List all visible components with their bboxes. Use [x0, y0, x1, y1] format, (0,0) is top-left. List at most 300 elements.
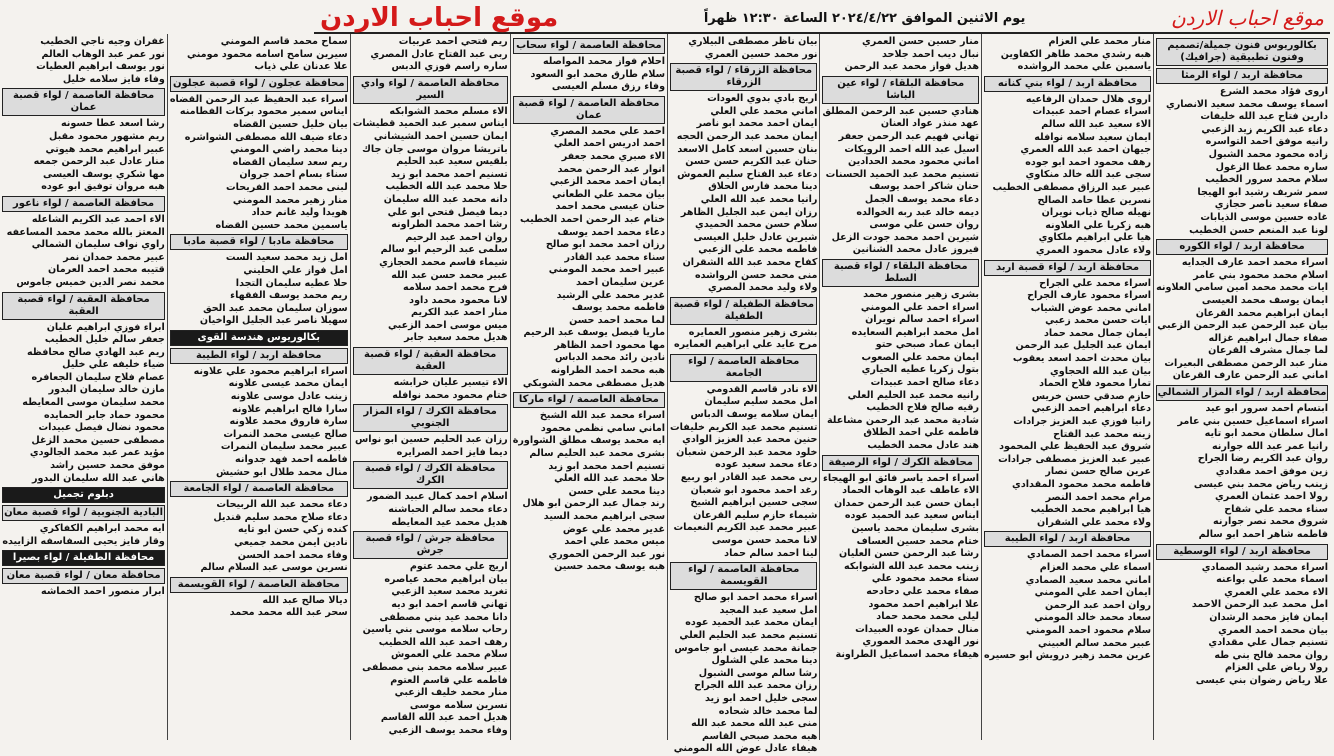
name-entry: شيماء قاسم محمد الحجازي — [379, 256, 508, 268]
name-entry: زينب عادل موسى علاونه — [230, 391, 348, 403]
name-entry: عبير محمد حمدان نمر — [63, 251, 165, 263]
name-entry: بيان عبد الرحمن عبد الرحمن الزعبي — [1157, 320, 1328, 332]
name-entry: روان عبد الكريم رضا الجراح — [1197, 453, 1328, 465]
name-entry: صفاء سعيد ناصر حجازي — [1214, 199, 1328, 211]
name-entry: رشا عبد الرحمن حسن العليان — [838, 548, 979, 560]
section-title: محافظة البلقاء / لواء قصبة السلط — [822, 259, 979, 287]
name-entry: احلام فواز محمد المواصله — [542, 56, 666, 67]
name-entry: هبه مروان توفيق ابو عوده — [41, 181, 165, 193]
column-3 — [819, 34, 981, 740]
name-entry: دانه محمد عبد الله سليمان — [383, 193, 508, 205]
name-entry: دعاء ضيف الله مصطفى الشواشره — [184, 131, 348, 143]
name-entry: زينب رياض محمد بني عيسى — [1193, 478, 1328, 490]
name-entry: منار حسين حسن العمري — [861, 36, 979, 47]
name-entry: نهيله صالح ذياب نويران — [1041, 207, 1152, 219]
name-entry: ايمان عبد الجليل عبد الرحمن — [1015, 340, 1152, 352]
section-title: البادية الجنوبية / لواء قصبة معان — [2, 505, 165, 521]
name-entry: زينب محمد عبد الله الشوابكه — [844, 560, 979, 572]
name-entry: رانيه موفق احمد التواسره — [1205, 136, 1328, 148]
header-date-line: يوم الاثنين الموافق ٢٠٢٤/٤/٢٢ الساعة ١٢:٣٠ ظهراً — [703, 10, 1026, 26]
section-title: محافظة العقبة / لواء قصبة العقبة — [2, 292, 165, 320]
name-entry: عبير سلامه محمد بني مصطفى — [362, 661, 508, 673]
name-entry: ايمان احمد محمد ابو ناصر — [696, 118, 818, 130]
name-entry: دينا محمد فارس الحلاق — [708, 181, 818, 193]
name-entry: سناء محمد عبد القادر — [564, 251, 666, 263]
name-entry: ديما فيصل فتحي ابو علي — [387, 206, 508, 218]
name-entry: الاء نادر قاسم القدومي — [706, 383, 818, 395]
section-title: محافظة العاصمة / لواء القويسمة — [170, 577, 348, 593]
name-entry: ايمان حسن عبد الرحمن حمدان — [834, 497, 979, 509]
name-entry: رولا رياض علي العزام — [1224, 662, 1328, 674]
name-entry: خلود محمد عبد الرحمن شعبان — [676, 446, 818, 458]
name-entry: روان احمد عبد الرحيم — [405, 231, 508, 243]
name-entry: ايه محمد يوسف مطلق الشواورة — [512, 435, 666, 447]
name-entry: نور محمد حسين العمري — [704, 48, 818, 60]
name-entry: سوزان سليمان محمد عبد الحق — [203, 302, 348, 314]
name-entry: ايه محمد ابراهيم الكفاكري — [39, 523, 165, 535]
name-entry: غفران وجيه ناجي الخطيب — [40, 36, 165, 47]
section-title: محافظة الكرك / لواء قصبة الكرك — [353, 461, 508, 489]
section-title: محافظة العاصمة / لواء الجامعة — [170, 481, 348, 497]
name-entry: بيان محدث احمد اسعد يعقوب — [1012, 353, 1152, 365]
column-8 — [0, 34, 167, 740]
name-entry: مرام محمد احمد النصر — [1045, 491, 1152, 503]
name-entry: ديالا صالح عبد الله — [262, 594, 348, 606]
name-entry: مها شكري يوسف العيسى — [42, 168, 165, 180]
column-2 — [981, 34, 1153, 740]
name-entry: تسنيم محمد عبد الحليم العلي — [679, 629, 818, 641]
section-title: محافظة الكرك / لواء الرصيفة — [822, 455, 979, 471]
column-4 — [667, 34, 819, 755]
name-entry: اريج علي محمد عتوم — [409, 561, 508, 573]
name-entry: سجى خليل احمد ابو زيد — [704, 692, 818, 704]
name-entry: فاطمه محمد محمود المقدادي — [1012, 479, 1152, 490]
section-title: محافظة العاصمة / لواء ناعور — [2, 196, 165, 212]
name-entry: تسنيم جمال علي مقدادي — [1208, 637, 1328, 649]
name-entry: ايمان ابراهيم محمد القرعان — [1195, 307, 1328, 319]
name-entry: دعاء محمد احمد يوسف — [557, 226, 666, 238]
name-entry: هبه محمد صبحي القاسم — [702, 730, 818, 742]
name-entry: منار محمد علي العزام — [1048, 36, 1152, 47]
name-entry: اماني عبد الرحمن عارف القرعان — [1172, 370, 1328, 382]
name-entry: عبير محمد عبد الكريم النعيمات — [673, 522, 818, 534]
name-entry: سارة فاروق محمد علاونه — [229, 416, 348, 428]
name-entry: شروق محمد نصر جوارنه — [1213, 516, 1328, 528]
name-entry: ساره محمد عطا الزغول — [1215, 161, 1328, 173]
name-entry: سناء محمد محمود علي — [871, 573, 979, 585]
name-entry: امل فواز علي الحليني — [243, 264, 348, 276]
name-entry: سجى ابراهيم محمد السيد — [543, 511, 666, 522]
name-entry: بشرى زهير منصور العمايره — [688, 326, 818, 338]
name-entry: رانيه محمد عبد الحليم العلي — [847, 389, 979, 401]
name-entry: هيا علي ابراهيم ملكاوي — [1038, 232, 1152, 244]
name-entry: تسنيم محمد عبد الكريم خليفات — [670, 421, 818, 433]
name-entry: ليلى محمد محمد حماد — [876, 611, 979, 623]
name-entry: ايناس سمير محمود بركات الفطامنه — [179, 106, 348, 118]
name-entry: عبير محمد سالم العبيني — [1037, 637, 1152, 649]
name-entry: فاطمه علي قاسم العتوم — [390, 674, 508, 686]
name-entry: انوار عبد الرحمن محمد — [557, 163, 666, 175]
name-entry: اروى هلال حمدان الرفاعيه — [1025, 93, 1152, 105]
name-entry: احمد ادريس احمد العلي — [553, 138, 666, 150]
name-entry: دعاء صلاح محمد سليم قنديل — [213, 511, 348, 523]
name-entry: ايمان محمد عيسى علاونه — [228, 378, 348, 390]
name-entry: هويدا وليد غانم حداد — [251, 207, 348, 219]
name-entry: مها محمود احمد الظاهر — [554, 339, 666, 351]
name-entry: مرح عايد علي ابراهيم العمايره — [673, 339, 818, 351]
name-entry: امل محمد عبد الرحمن الاحمد — [1191, 599, 1328, 611]
name-entry: سجى حسين ابراهيم الشيخ — [690, 497, 818, 509]
section-title: محافظة عجلون / لواء قصبة عجلون — [170, 76, 348, 92]
name-entry: بشرى محمد عبد الحليم سالم — [529, 448, 666, 460]
name-entry: ايمان احمد محمد الزعبي — [549, 176, 666, 188]
columns-grid — [2, 34, 1330, 755]
header — [314, 4, 1330, 34]
name-entry: منى محمد حسن الرواشده — [694, 269, 818, 281]
name-entry: ابراء فوزي ابراهيم عليان — [46, 321, 165, 333]
name-entry: ختام محمد حسين العساف — [856, 535, 979, 547]
name-entry: سلام طارق محمد ابو السعود — [530, 68, 666, 80]
name-entry: دانا محمد عيد بني مصطفى — [379, 611, 508, 623]
name-entry: ولاء وليد محمد المصري — [708, 282, 818, 294]
name-entry: رغد احمد محمود ابو شعبان — [690, 484, 818, 496]
name-entry: تغريد محمد سعيد الزعبي — [391, 586, 508, 598]
name-entry: منار زهير محمد المومني — [232, 194, 348, 206]
name-entry: هنادي حسين عبد الرحمن المطلق — [822, 105, 979, 117]
name-entry: علا ابراهيم احمد محمود — [868, 598, 979, 610]
name-entry: سعاد محمد خالد المومني — [1034, 612, 1152, 624]
name-entry: ايمان جمال محمد حماد — [1043, 327, 1152, 339]
name-entry: لينا احمد سالم حماد — [724, 547, 818, 559]
name-entry: ايمان عماد صبحي حتو — [875, 339, 979, 351]
name-entry: محمود حماد جابر الحمايده — [43, 409, 165, 421]
name-entry: سناء بسام احمد جروان — [239, 169, 348, 181]
name-entry: قتيبه محمد احمد العرمان — [47, 264, 165, 276]
name-entry: منى عبد الله محمد عبد الله — [691, 718, 818, 730]
name-entry: صفاء محمد علي دحادحه — [866, 585, 979, 597]
name-entry: وقار فايز يحيى السفاسفه الزاييده — [2, 535, 165, 547]
column-6 — [350, 34, 510, 740]
name-entry: فاطمه احمد فهد جدوانه — [235, 454, 348, 466]
name-entry: غدير محمد علي عوض — [562, 523, 666, 535]
section-title: محافظة اربد / لواء الرمثا — [1156, 68, 1328, 84]
name-entry: منار احمد عبد الكريم — [410, 307, 508, 319]
name-entry: نادين ايمن محمد جميعي — [234, 537, 348, 548]
name-entry: ايمان سلامه يوسف الدباس — [690, 409, 818, 421]
section-title: محافظة اربد / لواء الطيبة — [984, 531, 1151, 547]
name-entry: ميس موسى احمد الزعبي — [387, 319, 508, 331]
name-entry: رحاب سلامه موسى بني ياسين — [362, 624, 508, 636]
section-title: محافظة الزرقاء / لواء قصبة الزرقاء — [670, 63, 817, 91]
name-entry: مازن خالد سليمان البدور — [48, 384, 165, 396]
name-entry: عبير محمد حسن عبد الله — [391, 269, 508, 281]
name-entry: وفاء محمد احمد الحسن — [237, 549, 348, 561]
section-title: دبلوم تجميل — [2, 487, 165, 503]
section-title: محافظة اربد / لواء قصبة اربد — [984, 260, 1151, 276]
name-entry: لما محمد خالد شحاده — [718, 705, 818, 717]
name-entry: ريم مشهور محمود مقبل — [49, 130, 165, 142]
name-entry: ابرار منصور احمد الخماشه — [41, 586, 165, 598]
name-entry: بتول زكريا عطيه الحياري — [861, 364, 979, 376]
name-entry: زينه محمد عبد الفتاح — [1053, 428, 1152, 440]
name-entry: هبه يوسف محمد حسين — [554, 561, 666, 573]
name-entry: فاطمه علي احمد الطلاق — [863, 427, 979, 439]
name-entry: رزان محمد عبد الله الجراح — [694, 680, 818, 692]
section-title: محافظة العاصمة / لواء قصبة عمان — [513, 96, 665, 124]
name-entry: اسلام احمد كمال عبيد الضمور — [366, 491, 508, 503]
name-entry: دينا محمد علي حسن — [568, 485, 666, 497]
name-entry: اسراء اسماعيل حسين بني عامر — [1177, 415, 1328, 427]
name-entry: هبه زكريا علي العلاونه — [1045, 219, 1152, 231]
name-entry: شيماء حازم سليم القرعان — [693, 509, 818, 521]
name-entry: نور عمر عبد الوهاب العالم — [41, 48, 165, 60]
name-entry: سماح محمد قاسم المومني — [220, 36, 348, 47]
name-entry: ايناس سمير عبد الحميد قطيشات — [352, 118, 508, 130]
name-entry: الاء عاطف عبد الوهاب الحماد — [842, 485, 979, 497]
name-entry: اسراء احمد علي المومني — [860, 301, 979, 313]
name-entry: ميس محمد علي احمد — [564, 536, 666, 548]
name-entry: تمارا محمود فلاح الحماد — [1039, 378, 1152, 390]
section-title: محافظة البلقاء / لواء عين الباشا — [822, 76, 979, 104]
name-entry: رشا احمد محمد الطراونه — [391, 219, 508, 231]
name-entry: اسراء احمد ياسر فائق ابو الهيجاء — [823, 472, 979, 484]
name-entry: وفاء محمد يوسف الزعبي — [388, 724, 508, 736]
name-entry: تسنيم احمد محمد ابو زيد — [391, 168, 508, 180]
name-entry: غدير محمد علي الرشيد — [556, 289, 666, 301]
name-entry: رزان احمد محمد ابو صالح — [545, 239, 666, 251]
name-entry: ابتسام احمد سرور ابو عيد — [1205, 403, 1328, 415]
name-entry: اسراء محمود عارف الجراح — [1027, 290, 1152, 302]
name-entry: سناء محمد علي شقاح — [1224, 503, 1328, 515]
name-entry: عبير عبد العزيز مصطفى جرادات — [998, 453, 1152, 465]
name-entry: سلام حسن محمد الحميدي — [695, 219, 818, 231]
name-entry: منار عادل عبد الرحمن جمعه — [33, 156, 165, 168]
name-entry: حلا محمد عبد الله الخطيب — [385, 181, 508, 193]
name-entry: ماريا فيصل يوسف عبد الرحيم — [523, 327, 666, 339]
name-entry: فاطمه شاهر احمد ابو سالم — [1198, 529, 1328, 540]
name-entry: فرح محمد احمد سلامه — [403, 282, 508, 294]
column-5 — [510, 34, 667, 740]
name-entry: حلا محمد عبد الله العلي — [554, 473, 666, 485]
name-entry: الاء سعيد عبد الله سالم — [1041, 118, 1152, 130]
name-entry: راوي نواف سليمان الشمالي — [31, 239, 165, 251]
name-entry: دينا محمد راضي المومني — [230, 144, 348, 156]
name-entry: ايمان احمد علي المومني — [1034, 587, 1152, 599]
name-entry: رانيا محمد عبد الله العلي — [700, 193, 818, 205]
header-logo: موقع احباب الاردن — [1170, 6, 1324, 30]
name-entry: ايمان محمد علي الصعوب — [861, 351, 979, 363]
name-entry: هديل احمد عبد الله القاسم — [380, 712, 508, 724]
name-entry: منال حمدان عوده العبيدات — [855, 623, 979, 635]
name-entry: بيان خليل حسين القضاه — [233, 118, 348, 130]
name-entry: بشرى زهير منصور محمد — [863, 288, 979, 300]
name-entry: نسرين سلامه موسى — [409, 699, 508, 711]
name-entry: فاطمه محمد يوسف — [571, 302, 666, 314]
name-entry: روان محمد فالح بني طه — [1214, 649, 1328, 661]
name-entry: محمود نضال فيصل عبيدات — [38, 422, 165, 434]
name-entry: ريم فتحي احمد عربيات — [398, 36, 508, 47]
name-entry: روان حسن علي موسى — [869, 219, 979, 231]
name-entry: اسماء علي محمد العزام — [1039, 561, 1152, 573]
name-entry: هند عادل محمد الخطيب — [867, 440, 979, 452]
name-entry: امال سلطان محمد ابو تايه — [1204, 428, 1328, 440]
name-entry: امل محمد سليم سليمان — [704, 396, 818, 408]
name-entry: اسراء محمد احمد ابو صالح — [693, 592, 818, 604]
name-entry: دعاء محمد يوسف الجمل — [864, 193, 979, 205]
name-entry: اسراء محمد احمد عارف الجدايه — [1181, 257, 1328, 269]
name-entry: منار محمد خليف الزعبي — [394, 687, 508, 699]
name-entry: تهاني فهيم عبد الرحمن جعفر — [838, 130, 979, 142]
section-title: محافظة الكرك / لواء المزار الجنوبي — [353, 404, 508, 432]
name-entry: الاء تيسير عليان خرابشه — [393, 377, 508, 389]
name-entry: سيرين سامح اسامه محمود مومني — [187, 48, 348, 60]
name-entry: الاء صبري محمد جعفر — [561, 150, 666, 162]
name-entry: بيان محمد احمد العمري — [1218, 624, 1328, 636]
name-entry: ديمه خالد عبد ربه الخوالده — [856, 206, 979, 218]
name-entry: محمد سليمان موسى المعايطه — [22, 397, 165, 409]
section-title: محافظة العاصمة / لواء وادي السير — [353, 76, 508, 104]
name-entry: تسنيم احمد محمد ابو زيد — [548, 460, 666, 472]
name-entry: فاطمه محمد علي الزعبي — [698, 244, 818, 256]
name-entry: اسراء عصام احمد عبيدات — [1032, 106, 1152, 118]
name-entry: دعاء محمد سعيد عوده — [715, 459, 818, 471]
name-entry: جيهان احمد عبد الله العمري — [1020, 144, 1152, 156]
name-entry: اسيل عبد الله احمد الرويكات — [844, 143, 979, 155]
name-entry: ختام محمود محمد نوافله — [392, 389, 508, 401]
name-entry: امل سعيد عبد المجيد — [719, 604, 818, 616]
name-entry: ايمان حسين احمد الشيشاني — [373, 130, 508, 142]
name-entry: كنده زكي حسن ابو تايه — [237, 524, 348, 536]
name-entry: ايات حسن محمد زعبي — [1045, 315, 1152, 327]
name-entry: موفق محمد حسين راشد — [50, 460, 165, 472]
name-entry: دينا محمد علي الشلول — [711, 655, 818, 667]
name-entry: ايات محمد محمد امين سامي العلاونه — [1156, 282, 1328, 294]
name-entry: مصطفى حسين محمد الزغل — [31, 434, 165, 446]
name-entry: هبه محمد احمد الطراونه — [550, 365, 666, 377]
name-entry: ايمان فايز محمد الرشدان — [1209, 611, 1328, 623]
name-entry: الاء مسلم محمد الشوابكه — [389, 105, 508, 117]
name-entry: لانا محمد حسن موسى — [711, 535, 818, 546]
name-entry: سهيلا ناصر عبد الجليل الواخيان — [199, 315, 348, 327]
name-entry: حنان شاكر احمد يوسف — [869, 181, 979, 193]
column-1 — [1153, 34, 1330, 740]
name-entry: هديل فواز محمد عبد الرحمن — [844, 61, 979, 73]
name-entry: عصام فلاح سليمان الجعافره — [31, 371, 165, 383]
section-title: محافظة العقبة / لواء قصبة العقبة — [353, 347, 508, 375]
name-entry: ختام عبد الرحمن احمد الخطيب — [519, 213, 666, 225]
name-entry: ياسمين علي محمد الرواشده — [1017, 61, 1152, 73]
name-entry: لانا محمود محمد داود — [409, 294, 508, 306]
name-entry: لبنى محمد احمد الفريحات — [225, 181, 348, 193]
name-entry: ايمان محمد عبد الحميد عوده — [685, 617, 818, 629]
name-entry: دعاء عبد الكريم زيد الزعبي — [1201, 123, 1328, 135]
name-entry: هيا ابراهيم محمد الخطيب — [1030, 504, 1152, 516]
name-entry: هديل محمد عيد المعايطه — [391, 516, 508, 528]
name-entry: حنان عيسى محمد احمد — [555, 201, 666, 213]
name-entry: فيروز عادل محمد الشنانين — [852, 244, 979, 256]
section-title: بكالوريوس هندسة القوى — [170, 330, 348, 346]
name-entry: اسراء محمد عبد الله الشيخ — [539, 410, 666, 422]
name-entry: سارا فالح ابراهيم علاونه — [231, 403, 348, 415]
name-entry: روان احمد عبد الرحمن — [1045, 599, 1152, 611]
name-entry: رشا سالم موسى الشبول — [698, 667, 818, 679]
name-entry: عرين سليمان احمد — [575, 276, 666, 288]
name-entry: تهاني قاسم احمد ابو ديه — [391, 599, 508, 610]
name-entry: سلام محمود احمد المومني — [1025, 624, 1152, 636]
name-entry: عبير عبد الرزاق مصطفى الخطيب — [992, 181, 1152, 193]
name-entry: ضياء خليفه علي خليل — [62, 359, 165, 371]
column-7 — [167, 34, 350, 740]
name-entry: حازم صدقي حسن خريس — [1031, 390, 1152, 402]
name-entry: ربى محمد عبد القادر ابو ربيع — [680, 472, 818, 484]
section-title: محافظة اربد / لواء المزار الشمالي — [1156, 385, 1328, 401]
section-title: محافظة جرش / لواء قصبة جرش — [353, 531, 508, 559]
name-entry: علا رياض رضوان بني عيسى — [1195, 674, 1328, 686]
name-entry: بلقيس سعيد عبد الحليم — [396, 156, 508, 168]
name-entry: رند جمال عبد الرحمن ابو هلال — [522, 498, 666, 510]
name-entry: نور الهدى محمد العموري — [862, 636, 979, 648]
name-entry: باتريشا مروان موسى جان جاك — [362, 143, 508, 155]
name-entry: زين موفق احمد مقدادي — [1215, 466, 1328, 478]
name-entry: اروى فؤاد محمد الشرع — [1219, 86, 1328, 97]
name-entry: حنان عبد الكريم حسن حسن — [685, 156, 818, 168]
name-entry: دعاء ابراهيم احمد الزعبي — [1031, 403, 1152, 415]
name-entry: عبير محمد سليمان النمرات — [220, 441, 348, 453]
name-entry: نور عبد الرحمن الحموري — [548, 548, 666, 560]
name-entry: سلام محمد سرور الخطيب — [1205, 174, 1328, 186]
name-entry: هيفاء محمد اسماعيل الطراونة — [835, 648, 979, 660]
name-entry: جعفر سالم خليل الخطيب — [44, 334, 165, 346]
name-entry: اماني محمد سعيد الصمادي — [1025, 574, 1152, 586]
name-entry: وفاء رزق مسلم العيسى — [551, 81, 666, 93]
name-entry: اريج بادي بدوي العودات — [707, 93, 818, 105]
name-entry: هبه رشدي محمد طاهر الكفاوين — [1000, 48, 1152, 60]
name-entry: المعتز بالله محمد محمد المساعفه — [6, 226, 165, 238]
name-entry: رشا اسعد عطا حسونه — [60, 118, 165, 130]
name-entry: شيرين احمد محمد جودت الزعل — [831, 231, 979, 243]
name-entry: بنان حسين اسعد كامل الاسعد — [677, 143, 818, 155]
name-entry: رهف احمد عبد الله الخطيب — [378, 636, 508, 648]
name-entry: غاده حسين موسى الذيابات — [1200, 211, 1328, 223]
name-entry: بيان ناظر مصطفى البيلاري — [688, 36, 818, 47]
name-entry: لما محمد احمد حسن — [569, 314, 666, 326]
name-entry: حنين محمد عبد العزيز الوادي — [682, 434, 818, 446]
name-entry: اسراء ابراهيم محمود علي علاونه — [193, 365, 348, 377]
name-entry: الاء محمد علي العمري — [1224, 586, 1328, 598]
name-entry: رهف محمود احمد ابو جوده — [1025, 156, 1152, 168]
name-entry: ريم عبد الهادي صالح محافظه — [26, 346, 165, 358]
section-title: محافظة العاصمة / لواء القويسمة — [670, 562, 817, 590]
name-entry: ياسمين محمد حسين القضاه — [215, 219, 348, 231]
section-title: محافظة العاصمة / لواء ماركا — [513, 392, 665, 408]
name-entry: نبال ديب احمد جلاحد — [882, 48, 979, 60]
name-entry: جمانة محمد عيسى ابو جاموس — [674, 642, 818, 654]
name-entry: سلمى عبد الرحيم ابو سالم — [380, 244, 508, 256]
name-entry: ايمان سعيد سلامه نوافله — [1034, 131, 1152, 143]
name-entry: رزان عبد الحليم حسين ابو نواس — [355, 434, 508, 446]
name-entry: ايمان يوسف محمد العيسى — [1201, 294, 1328, 306]
name-entry: الاء احمد عبد الكريم الشاعله — [31, 213, 165, 225]
name-entry: ريم محمد يوسف الفقهاء — [230, 290, 348, 302]
name-entry: ساره راسم فوزي الدبس — [391, 61, 508, 73]
name-entry: دعاء محمد سالم الحباشنه — [388, 504, 508, 516]
section-title: محافظة مادبا / لواء قصبة مادبا — [170, 234, 348, 250]
name-entry: دعاء صالح احمد عبيدات — [870, 377, 979, 389]
name-entry: اماني محمود محمد الحدادين — [847, 156, 979, 168]
name-entry: صفاء جمال ابراهيم غزاله — [1208, 332, 1328, 344]
name-entry: رولا احمد عثمان العمري — [1214, 491, 1328, 503]
name-entry: اسماء يوسف محمد سعيد الانصاري — [1165, 98, 1328, 110]
